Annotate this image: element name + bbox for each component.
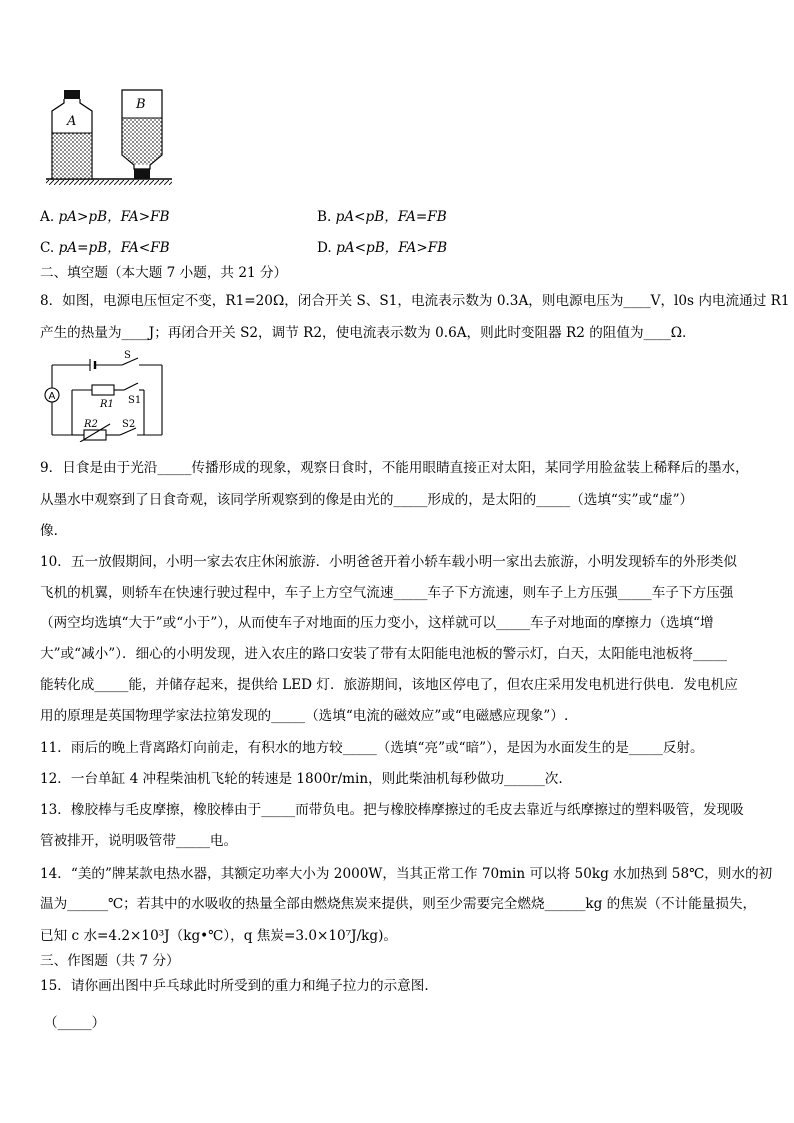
switch-s2-label: S2 bbox=[122, 419, 136, 430]
option-d-letter: D. bbox=[317, 240, 332, 256]
q10-line-5: 能转化成_____能，并储存起来，提供给 LED 灯．旅游期间，该地区停电了，但农庄采用发电机进行供电．发电机应 bbox=[40, 677, 738, 693]
q10-line-1: 10．五一放假期间，小明一家去农庄休闲旅游．小明爸爸开着小轿车载小明一家出去旅游，小明发现轿车的外形类似 bbox=[40, 554, 737, 570]
option-a bbox=[40, 209, 170, 225]
q8-line-2: 产生的热量为____J；再闭合开关 S2，调节 R2，使电流表示数为 0.6A，则此时变阻器 R2 的阻值为____Ω. bbox=[40, 325, 687, 341]
option-d bbox=[317, 240, 447, 256]
circuit-diagram bbox=[40, 350, 170, 442]
option-b-text: pA<pB，FA=FB bbox=[335, 209, 447, 225]
option-c-letter: C. bbox=[40, 240, 55, 256]
option-c bbox=[40, 240, 170, 256]
q14-line-1: 14．“美的”牌某款电热水器，其额定功率大小为 2000W，当其正常工作 70min 可以将 50kg 水加热到 58℃，则水的初 bbox=[40, 866, 773, 882]
bottle-b-label: B bbox=[136, 97, 146, 112]
q12: 12．一台单缸 4 冲程柴油机飞轮的转速是 1800r/min，则此柴油机每秒做功______次. bbox=[40, 771, 563, 787]
option-d-text: pA<pB，FA>FB bbox=[336, 240, 448, 256]
q10-line-6: 用的原理是英国物理学家法拉第发现的_____（选填“电流的磁效应”或“电磁感应现象”）. bbox=[40, 708, 569, 724]
q9-line-3: 像. bbox=[40, 523, 58, 539]
q13-line-1: 13．橡胶棒与毛皮摩擦，橡胶棒由于_____而带负电。把与橡胶棒摩擦过的毛皮去靠近与纸摩擦过的塑料吸管，发现吸 bbox=[40, 802, 744, 818]
option-b-letter: B. bbox=[317, 209, 332, 225]
section-3-heading: 三、作图题（共 7 分） bbox=[40, 953, 180, 969]
bottles-figure bbox=[44, 85, 174, 190]
switch-s-label: S bbox=[124, 350, 131, 361]
q10-line-2: 飞机的机翼，则轿车在快速行驶过程中，车子上方空气流速_____车子下方流速，则车子上方压强_____车子下方压强 bbox=[40, 585, 734, 601]
option-c-text: pA=pB，FA<FB bbox=[58, 240, 170, 256]
q9-line-2: 从墨水中观察到了日食奇观，该同学所观察到的像是由光的_____形成的，是太阳的_____（选填“实”或“虚”） bbox=[40, 492, 694, 508]
q14-line-2: 温为______℃；若其中的水吸收的热量全部由燃烧焦炭来提供，则至少需要完全燃烧______kg 的焦炭（不计能量损失， bbox=[40, 896, 757, 912]
answer-blank: （_____） bbox=[44, 1015, 106, 1031]
option-b bbox=[317, 209, 447, 225]
resistor-r2-label: R2 bbox=[84, 419, 98, 430]
q10-line-4: 大”或“减小”）．细心的小明发现，进入农庄的路口安装了带有太阳能电池板的警示灯，白天，太阳能电池板将_____ bbox=[40, 646, 727, 662]
switch-s1-label: S1 bbox=[128, 395, 142, 406]
q10-line-3: （两空均选填“大于”或“小于”），从而使车子对地面的压力变小，这样就可以_____车子对地面的摩擦力（选填“增 bbox=[40, 615, 714, 631]
q8-line-1: 8．如图，电源电压恒定不变，R1=20Ω，闭合开关 S、S1，电流表示数为 0.3A，则电源电压为____V，l0s 内电流通过 R1 bbox=[40, 293, 790, 309]
q11: 11．雨后的晚上背离路灯向前走，有积水的地方较_____（选填“亮”或“暗”），是因为水面发生的是_____反射。 bbox=[40, 740, 704, 756]
resistor-r1-label: R1 bbox=[100, 399, 114, 410]
option-a-text: pA>pB，FA>FB bbox=[58, 209, 170, 225]
q14-line-3: 已知 c 水=4.2×10³J（kg•℃），q 焦炭=3.0×10⁷J/kg)。 bbox=[40, 928, 397, 944]
q13-line-2: 管被排开，说明吸管带_____电。 bbox=[40, 833, 238, 849]
q15: 15．请你画出图中乒乓球此时所受到的重力和绳子拉力的示意图. bbox=[40, 978, 429, 994]
option-a-letter: A. bbox=[40, 209, 55, 225]
ammeter-label: A bbox=[48, 391, 56, 402]
q9-line-1: 9．日食是由于光沿_____传播形成的现象，观察日食时，不能用眼睛直接正对太阳，某同学用脸盆装上稀释后的墨水， bbox=[40, 460, 749, 476]
bottle-a-label: A bbox=[67, 114, 77, 129]
section-2-heading: 二、填空题（本大题 7 小题，共 21 分） bbox=[40, 265, 288, 281]
